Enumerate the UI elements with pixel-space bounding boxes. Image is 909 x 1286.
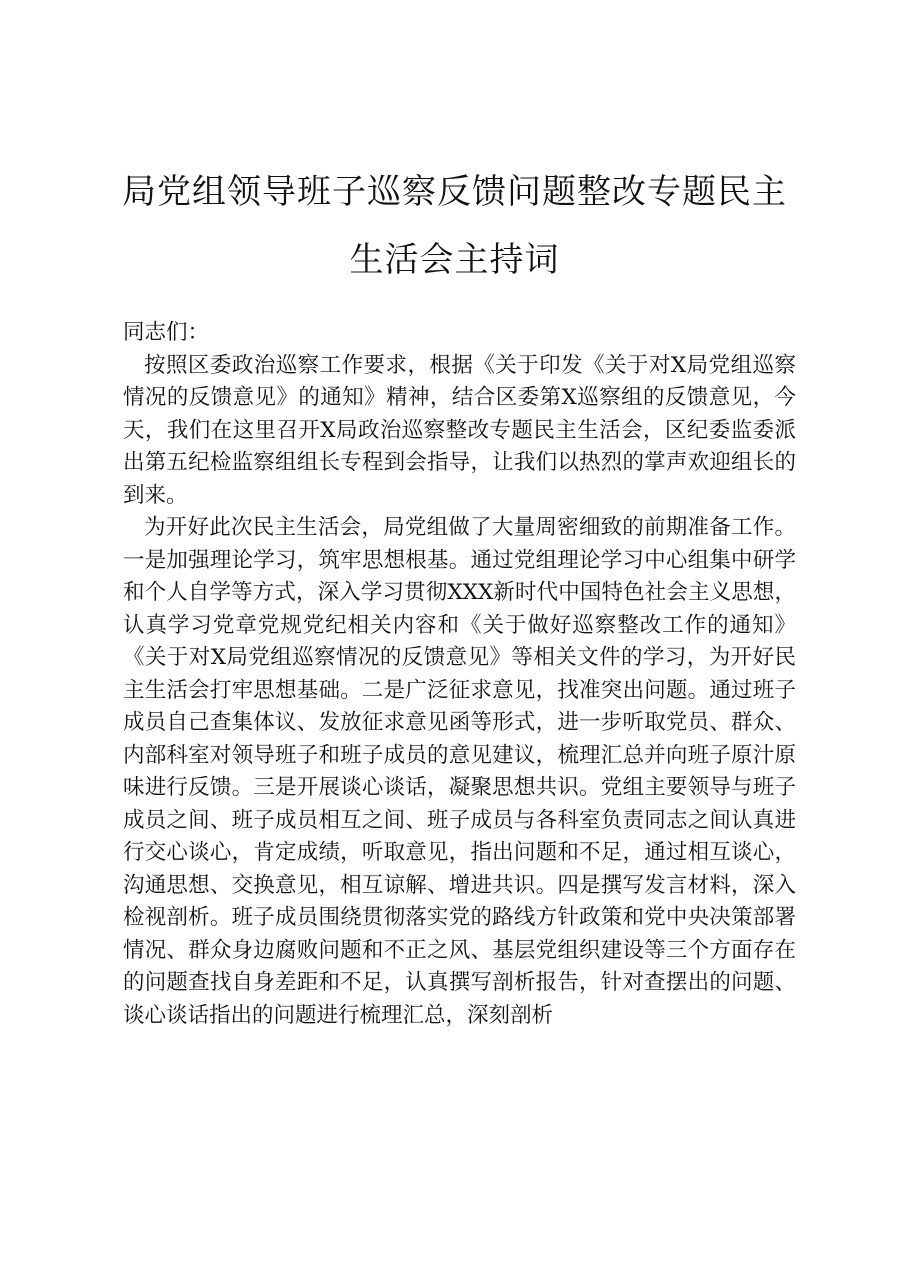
document-title: 局党组领导班子巡察反馈问题整改专题民主生活会主持词 xyxy=(122,172,787,280)
document-body xyxy=(123,317,796,1032)
paragraph-opening: 按照区委政治巡察工作要求，根据《关于印发《关于对X局党组巡察情况的反馈意见》的通知》精神，结合区委第X巡察组的反馈意见，今天，我们在这里召开X局政治巡察整改专题民主生活会，区纪委监委派出第五纪检监察组组长专程到会指导，让我们以热烈的掌声欢迎组长的到来。 xyxy=(123,352,796,508)
paragraph-preparation: 为开好此次民主生活会，局党组做了大量周密细致的前期准备工作。一是加强理论学习，筑牢思想根基。通过党组理论学习中心组集中研学和个人自学等方式，深入学习贯彻XXX新时代中国特色社会主义思想，认真学习党章党规党纪相关内容和《关于做好巡察整改工作的通知》《关于对X局党组巡察情况的反馈意见》等相关文件的学习，为开好民主生活会打牢思想基础。二是广泛征求意见，找准突出问题。通过班子成员自己查集体议、发放征求意见函等形式，进一步听取党员、群众、内部科室对领导班子和班子成员的意见建议，梳理汇总并向班子原汁原味进行反馈。三是开展谈心谈话，凝聚思想共识。党组主要领导与班子成员之间、班子成员相互之间、班子成员与各科室负责同志之间认真进行交心谈心，肯定成绩，听取意见，指出问题和不足，通过相互谈心，沟通思想、交换意见，相互谅解、增进共识。四是撰写发言材料，深入检视剖析。班子成员围绕贯彻落实党的路线方针政策和党中央决策部署情况、群众身边腐败问题和不正之风、基层党组织建设等三个方面存在的问题查找自身差距和不足，认真撰写剖析报告，针对查摆出的问题、谈心谈话指出的问题进行梳理汇总，深刻剖析 xyxy=(123,515,796,1028)
salutation: 同志们： xyxy=(123,320,210,345)
